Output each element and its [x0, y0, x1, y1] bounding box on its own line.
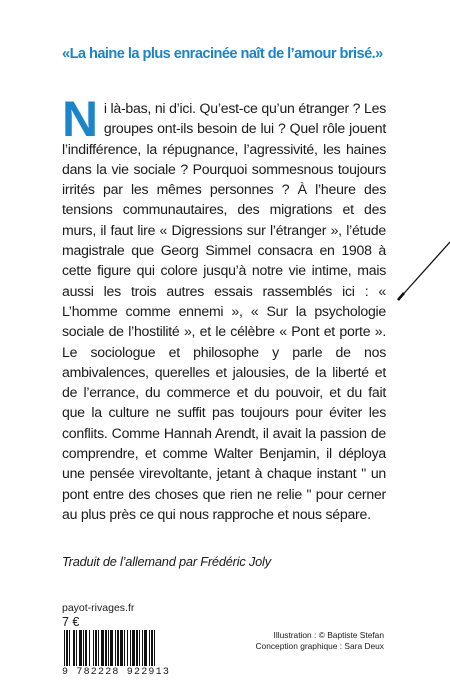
- barcode-bar: [105, 630, 107, 666]
- translator-credit: Traduit de l’allemand par Frédéric Joly: [62, 554, 271, 569]
- back-cover-quote: «La haine la plus enracinée naît de l’amour brisé.»: [62, 46, 383, 62]
- barcode-bar: [115, 630, 116, 666]
- blurb-paragraph: i là-bas, ni d’ici. Qu’est-ce qu’un étranger ? Les groupes ont-ils besoin de lui ? Quel rôle jouent l’indifférence, la répugnance, l’agressivité, les haines dans la vie sociale ? Pourquoi sommesnous toujours irrités par les mêmes personnes ? À l’heure des tensions communautaires, des migrations et des murs, il faut lire « Digressions sur l’étranger », l’étude magistrale que Georg Simmel consacra en 1908 à cette figure qui colore jusqu’à notre vie intime, mais aussi les trois autres essais rassemblés ici : « L’homme comme ennemi », « Sur la psychologie sociale de l’hostilité », et le célèbre « Pont et porte ». Le sociologue et philosophe y parle de nos ambivalences, querelles et jalousies, de la liberté et de l’errance, du commerce et du pouvoir, et du fait que la culture ne suffit pas toujours pour éviter les conflits. Comme Hannah Arendt, il avait la passion de comprendre, et comme Walter Benjamin, il déploya une pensée virevoltante, jetant à chaque instant " un pont entre des choses que rien ne relie " pour cerner au plus près ce qui nous rapproche et nous sépare.: [62, 100, 386, 522]
- barcode-bar: [127, 630, 128, 666]
- barcode-bar: [76, 630, 77, 666]
- barcode-bar: [93, 630, 94, 666]
- barcode-bar: [64, 630, 65, 666]
- barcode-bar: [132, 630, 135, 666]
- pen-tip: [398, 293, 404, 300]
- barcode-bar: [124, 630, 125, 666]
- barcode-bars: [62, 630, 202, 666]
- barcode-bar: [89, 630, 90, 666]
- barcode-bar: [154, 630, 155, 666]
- barcode-bar: [73, 630, 75, 666]
- barcode-bar: [136, 630, 138, 666]
- barcode-bar: [79, 630, 82, 666]
- price-label: 7 €: [62, 615, 80, 629]
- barcode-bar: [66, 630, 68, 666]
- barcode-bar: [85, 630, 87, 666]
- barcode-bar: [117, 630, 119, 666]
- barcode-bar: [144, 630, 147, 666]
- design-credit: Conception graphique : Sara Deux: [255, 640, 384, 651]
- barcode-bar: [130, 630, 131, 666]
- barcode-bar: [139, 630, 140, 666]
- barcode-bar: [142, 630, 143, 666]
- barcode-bar: [151, 630, 153, 666]
- barcode-bar: [95, 630, 97, 666]
- drop-cap: N: [62, 91, 98, 147]
- barcode-bar: [120, 630, 123, 666]
- publisher-website: payot-rivages.fr: [62, 602, 135, 614]
- barcode-bar: [83, 630, 84, 666]
- barcode-bar: [101, 630, 104, 666]
- barcode-bar: [98, 630, 99, 666]
- isbn-number: 9 782228 922913: [62, 666, 202, 678]
- illustration-credit: Illustration : © Baptiste Stefan: [273, 630, 384, 640]
- barcode-bar: [110, 630, 113, 666]
- barcode-bar: [69, 630, 70, 666]
- blurb-text: [62, 91, 386, 524]
- pen-line: [398, 242, 450, 300]
- barcode-bar: [108, 630, 109, 666]
- credits-block: [256, 630, 385, 651]
- barcode-bar: [149, 630, 150, 666]
